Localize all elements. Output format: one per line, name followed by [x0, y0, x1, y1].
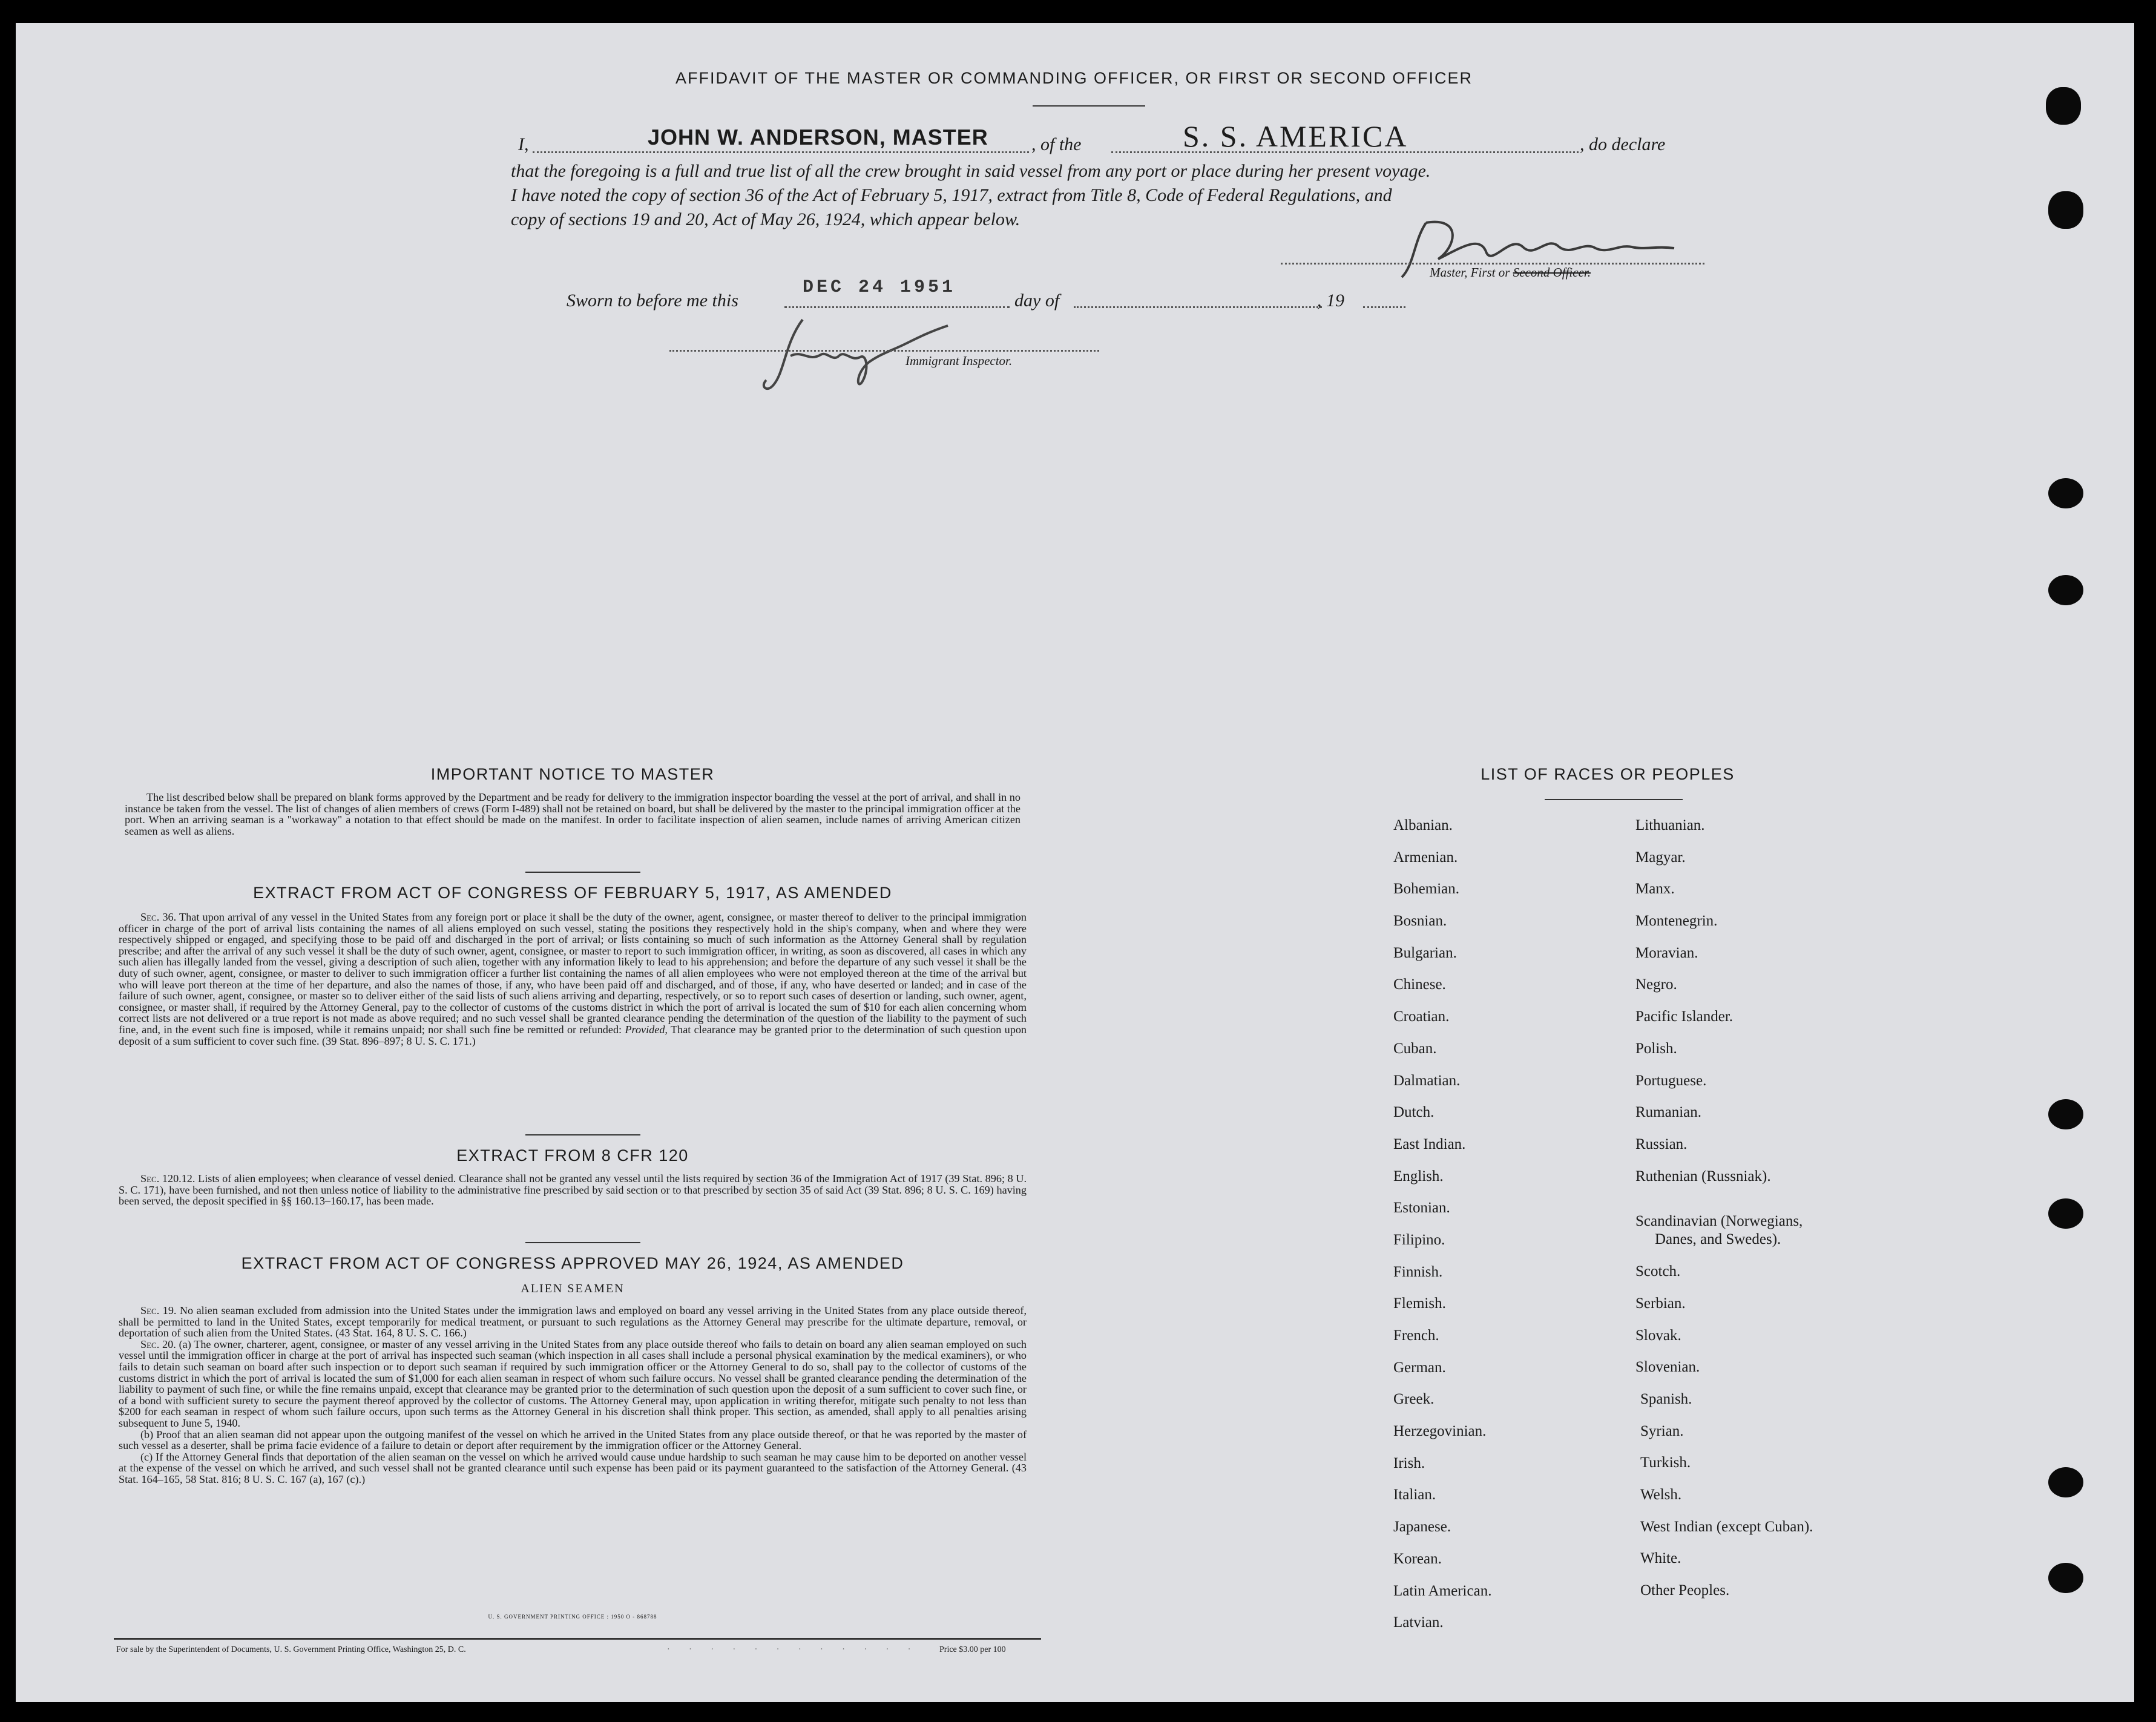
race-item: Pacific Islander. — [1635, 1008, 1734, 1025]
section-36-tail: That clearance may be granted prior to the determination of such question upon deposit of a sum sufficient to cover such fine. (39 Stat. 896–897; 8 U. S. C. 171.) — [119, 1023, 1027, 1047]
binder-hole — [2048, 1198, 2083, 1229]
race-item: Manx. — [1635, 881, 1675, 898]
races-column-1 — [1393, 810, 1491, 1639]
price-note: Price $3.00 per 100 — [939, 1645, 1006, 1654]
binder-hole — [2046, 87, 2081, 125]
race-item: Flemish. — [1393, 1295, 1446, 1312]
cfr-section-label: Sec. 120.12. — [140, 1172, 196, 1185]
races-column-2 — [1635, 810, 1813, 1607]
section-19-text: No alien seaman excluded from admission into the United States under the immigration laws and employed on board any vessel arriving in the United States from any place outside thereof, shall be permitted to land in the United States, except temporarily for medical treatment, or pursuant to such regulations as the Attorney General may prescribe for the ultimate departure, removal, or deportation of such alien from the United States. (43 Stat. 164, 8 U. S. C. 166.) — [119, 1304, 1027, 1339]
race-item: Welsh. — [1640, 1487, 1682, 1503]
declaration-of-the: , of the — [1031, 134, 1082, 154]
race-item: Lithuanian. — [1635, 817, 1705, 833]
binder-hole — [2048, 1467, 2083, 1497]
race-item: French. — [1393, 1327, 1439, 1344]
divider — [1545, 799, 1683, 800]
cfr-body — [119, 1173, 1027, 1207]
notice-body — [125, 792, 1020, 836]
notice-title: IMPORTANT NOTICE TO MASTER — [430, 765, 715, 783]
section-20a-paragraph — [119, 1339, 1027, 1429]
race-item: Armenian. — [1393, 849, 1458, 866]
binder-hole — [2048, 575, 2083, 605]
master-name: JOHN W. ANDERSON, MASTER — [648, 125, 988, 150]
race-item: Chinese. — [1393, 976, 1446, 993]
section-20a-text: (a) The owner, charterer, agent, consignee, or master of any vessel arriving in the United States from any place outside thereof who fails to detain on board any alien seaman employed on such vessel until the immigration officer in charge at the port of arrival has inspected such seaman (which inspection in all cases shall include a personal physical examination by the medical examiners), or who fails to detain such seaman on board after such inspection or to deport such seaman if required by such immigration officer or the Attorney General to do so, shall pay to the collector of customs of the customs district in which the port of arrival is located the sum of $1,000 for each alien seaman in respect of whom such failure occurs. No vessel shall be granted clearance pending the determination of the liability to payment of such fine, or while the fine remains unpaid, except that clearance may be granted prior to the determination of such question upon the deposit of a sum sufficient to cover such fine, or of a bond with sufficient surety to secure the payment thereof approved by the collector of customs. The Attorney General may, upon application in writing therefor, mitigate such penalty to not less than $200 for each seaman in respect of whom such failure occurs, upon such terms as the Attorney General in his discretion shall think proper. This section, as amended, shall apply to all penalties arising subsequent to June 5, 1940. — [119, 1338, 1027, 1429]
proviso-label: Provided, — [625, 1023, 668, 1036]
master-label: Master, First or — [1430, 265, 1510, 280]
declaration-line-2: that the foregoing is a full and true list of all the crew brought in said vessel from any port or place during her present voyage. — [511, 161, 1431, 181]
extract-1917-title: EXTRACT FROM ACT OF CONGRESS OF FEBRUARY 5, 1917, AS AMENDED — [253, 884, 892, 902]
race-item: English. — [1393, 1168, 1444, 1185]
vessel-name: S. S. AMERICA — [1183, 119, 1408, 153]
race-item: Croatian. — [1393, 1008, 1450, 1025]
section-20-label: Sec. 20. — [140, 1338, 176, 1350]
section-19-label: Sec. 19. — [140, 1304, 177, 1316]
race-item: German. — [1393, 1359, 1446, 1376]
race-item: White. — [1640, 1550, 1681, 1567]
master-label-struck: Second Officer. — [1513, 265, 1591, 280]
section-36-text: That upon arrival of any vessel in the United States from any foreign port or place it shall be the duty of the owner, agent, consignee, or master thereof to deliver to the principal immigration officer in charge of the port of arrival lists containing the names of all aliens employed on such vessel, stating the positions they respectively hold in the ship's company, when and where they were respectively shipped or engaged, and specifying those to be paid off and discharged in the port of arrival; or lists containing so much of such information as the Attorney General shall by regulation prescribe; and after the arrival of any such vessel it shall be the duty of such owner, agent, consignee, or master to report to such immigration officer, in writing, as soon as discovered, all cases in which any such alien has illegally landed from the vessel, giving a description of such alien, together with any information likely to lead to his apprehension; and before the departure of any such vessel it shall be the duty of such owner, agent, consignee, or master to deliver to such immigration officer a further list containing the names of all alien employees who were not employed thereon at the time of the arrival but who will leave port thereon at the time of her departure, and also the names of those, if any, who have been paid off and discharged, and of those, if any, who have deserted or landed; and in case of the failure of such owner, agent, consignee, or master so to deliver either of the said lists of such aliens arriving and departing, respectively, or so to report such cases of desertion or landing, such owner, agent, consignee, or master shall, if required by the Attorney General, pay to the collector of customs of the customs district in which the port of arrival is located the sum of $10 for each alien concerning whom correct lists are not delivered or a true report is not made as above required; and no such vessel shall be granted clearance pending the determination of the question of the liability to the payment of such fine, and, in the event such fine is imposed, while it remains unpaid; nor shall such fine be remitted or refunded: — [119, 911, 1027, 1036]
extract-1924-body — [119, 1305, 1027, 1485]
race-item: Slovak. — [1635, 1327, 1681, 1344]
extract-1924-subtitle: ALIEN SEAMEN — [521, 1282, 625, 1295]
race-item: Serbian. — [1635, 1295, 1686, 1312]
race-item: Bohemian. — [1393, 881, 1460, 898]
race-item: Scandinavian (Norwegians, — [1635, 1213, 1803, 1230]
binder-hole — [2048, 1563, 2083, 1593]
race-item: Albanian. — [1393, 817, 1453, 833]
printing-office-line: U. S. GOVERNMENT PRINTING OFFICE : 1950 O - 868788 — [488, 1614, 657, 1620]
master-title-label — [1430, 265, 1591, 280]
document-page — [16, 23, 2134, 1702]
name-field-line — [533, 151, 1029, 153]
race-item: Bosnian. — [1393, 913, 1447, 930]
section-20b-paragraph: (b) Proof that an alien seaman did not appear upon the outgoing manifest of the vessel on which he arrived in the United States from any place outside thereof, or that he was reported by the master of such vessel as a deserter, shall be prima facie evidence of a failure to detain or deport after requirement by the immigration officer or the Attorney General. — [119, 1428, 1027, 1452]
race-item: Dalmatian. — [1393, 1072, 1461, 1089]
extract-1917-body — [119, 912, 1027, 1047]
race-item: Estonian. — [1393, 1200, 1450, 1217]
race-item: Spanish. — [1640, 1391, 1692, 1407]
inspector-label: Immigrant Inspector. — [905, 353, 1013, 368]
notice-paragraph: The list described below shall be prepared on blank forms approved by the Department and be ready for delivery to the immigration inspector boarding the vessel at the port of arrival, and shall in no instance be taken from the vessel. The list of changes of alien members of crews (Form I-489) shall not be retained on board, but shall be delivered by the master to the principal immigration officer at the port. When an arriving seaman is a "workaway" a notation to that effect should be made on the manifest. In order to facilitate inspection of alien seamen, include names of arriving American citizen seamen as well as aliens. — [125, 791, 1020, 837]
race-item: Latvian. — [1393, 1614, 1444, 1631]
race-item: Italian. — [1393, 1487, 1436, 1503]
month-line — [1074, 306, 1322, 308]
race-item: Irish. — [1393, 1454, 1425, 1471]
date-stamp: DEC 24 1951 — [803, 277, 956, 298]
race-item: Montenegrin. — [1635, 913, 1718, 930]
year-label: , 19 — [1317, 291, 1344, 311]
binder-hole — [2048, 478, 2083, 508]
cfr-paragraph — [119, 1173, 1027, 1207]
day-of-label: day of — [1014, 291, 1060, 311]
races-title: LIST OF RACES OR PEOPLES — [1481, 765, 1735, 783]
race-item: Syrian. — [1640, 1422, 1684, 1439]
race-item: Magyar. — [1635, 849, 1686, 866]
race-item: Filipino. — [1393, 1231, 1445, 1248]
affidavit-title: AFFIDAVIT OF THE MASTER OR COMMANDING OFFICER, OR FIRST OR SECOND OFFICER — [675, 69, 1473, 87]
race-item: Latin American. — [1393, 1582, 1492, 1599]
binder-hole — [2048, 1099, 2083, 1129]
race-item: Korean. — [1393, 1550, 1442, 1567]
race-item: Portuguese. — [1635, 1072, 1707, 1089]
declaration-do-declare: , do declare — [1580, 134, 1666, 154]
race-item: Polish. — [1635, 1040, 1677, 1057]
race-item: Negro. — [1635, 976, 1677, 993]
section-19-paragraph — [119, 1305, 1027, 1339]
divider — [1033, 105, 1145, 107]
race-item: Danes, and Swedes). — [1655, 1231, 1781, 1248]
section-36-paragraph — [119, 912, 1027, 1047]
for-sale-note: For sale by the Superintendent of Documents, U. S. Government Printing Office, Washington 25, D. C. — [116, 1645, 466, 1654]
divider — [525, 872, 640, 873]
declaration-i: I, — [518, 134, 529, 154]
race-item: Ruthenian (Russniak). — [1635, 1168, 1771, 1185]
race-item: Slovenian. — [1635, 1359, 1700, 1376]
cfr-title: EXTRACT FROM 8 CFR 120 — [456, 1146, 689, 1165]
inspector-line — [669, 350, 1099, 352]
extract-1924-title: EXTRACT FROM ACT OF CONGRESS APPROVED MAY 26, 1924, AS AMENDED — [241, 1254, 904, 1272]
section-36-label: Sec. 36. — [140, 911, 177, 923]
race-item: Cuban. — [1393, 1040, 1437, 1057]
race-item: Turkish. — [1640, 1454, 1691, 1471]
year-line — [1363, 306, 1405, 308]
race-item: East Indian. — [1393, 1135, 1466, 1152]
binder-hole — [2048, 191, 2083, 229]
race-item: Greek. — [1393, 1391, 1435, 1408]
race-item: Scotch. — [1635, 1263, 1681, 1280]
race-item: Russian. — [1635, 1135, 1688, 1152]
divider — [525, 1134, 640, 1135]
race-item: Other Peoples. — [1640, 1582, 1730, 1599]
section-20c-paragraph: (c) If the Attorney General finds that deportation of the alien seaman on the vessel on which he arrived would cause undue hardship to such seaman he may cause him to be deported on another vessel at the expense of the vessel on which he arrived, and such vessel shall not be granted clearance until such expense has been paid or its payment guaranteed to the satisfaction of the Attorney General. (43 Stat. 164–165, 58 Stat. 816; 8 U. S. C. 167 (a), 167 (c).) — [119, 1450, 1027, 1485]
signature-line — [1281, 263, 1704, 265]
race-item: Japanese. — [1393, 1519, 1451, 1536]
cfr-text: Lists of alien employees; when clearance of vessel denied. Clearance shall not be granted any vessel until the lists required by section 36 of the Immigration Act of 1917 (39 Stat. 896; 8 U. S. C. 171), have been furnished, and not then unless notice of liability to the administrative fine prescribed by said section or to that prescribed by section 35 of said Act (39 Stat. 896; 8 U. S. C. 169) having been served, the deposit specified in §§ 160.13–160.17, has been made. — [119, 1172, 1027, 1208]
race-item: Herzegovinian. — [1393, 1423, 1487, 1440]
race-item: Moravian. — [1635, 944, 1698, 961]
sworn-label: Sworn to before me this — [567, 291, 738, 311]
declaration-line-4: copy of sections 19 and 20, Act of May 26, 1924, which appear below. — [511, 209, 1020, 229]
divider — [525, 1242, 640, 1243]
race-item: Rumanian. — [1635, 1104, 1702, 1121]
race-item: Dutch. — [1393, 1104, 1435, 1121]
footer-dot-leader: · · · · · · · · · · · · — [667, 1645, 919, 1654]
declaration-line-3: I have noted the copy of section 36 of the Act of February 5, 1917, extract from Title 8, Code of Federal Regulations, and — [511, 185, 1392, 205]
race-item: Bulgarian. — [1393, 944, 1457, 961]
race-item: West Indian (except Cuban). — [1640, 1518, 1813, 1535]
race-item: Finnish. — [1393, 1263, 1443, 1280]
footer-rule — [114, 1638, 1041, 1640]
